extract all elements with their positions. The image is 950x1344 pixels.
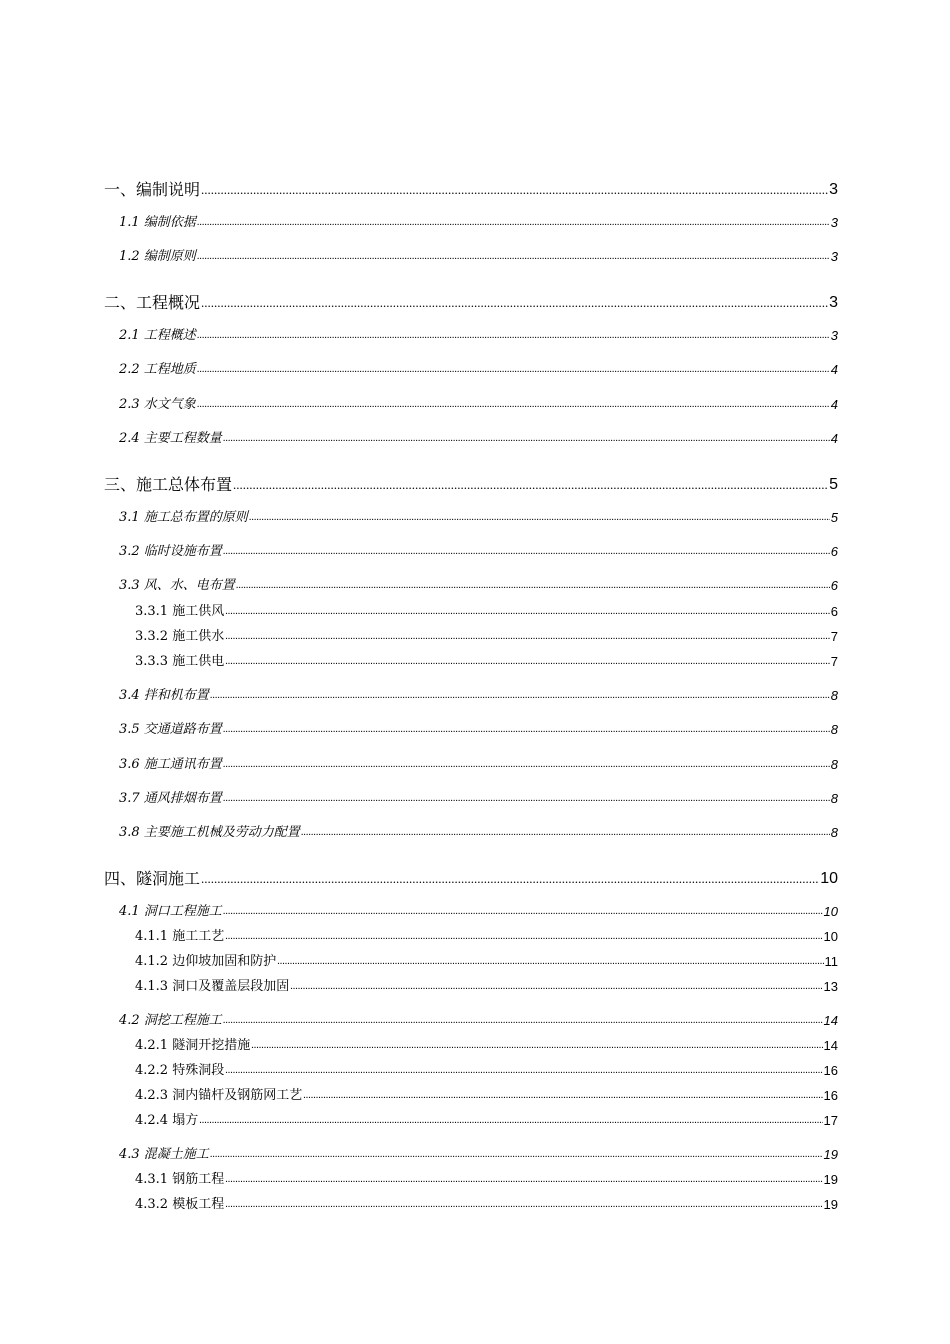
toc-page-number: 7: [830, 629, 838, 644]
toc-dot-leader: [197, 214, 830, 232]
toc-entry-title: 4.3.2 模板工程: [135, 1197, 225, 1212]
toc-entry-level-1[interactable]: [104, 292, 838, 314]
toc-dot-leader: [236, 577, 830, 595]
toc-entry-title: 4.2.2 特殊洞段: [135, 1063, 225, 1078]
toc-dot-leader: [225, 928, 822, 946]
toc-page-number: 4: [830, 397, 838, 412]
toc-page-number: 17: [823, 1113, 838, 1128]
toc-dot-leader: [233, 474, 828, 496]
toc-entry-title: 二、工程概况: [104, 293, 201, 312]
toc-page-number: 14: [823, 1013, 838, 1028]
toc-entry-level-2[interactable]: [119, 824, 838, 842]
toc-dot-leader: [223, 430, 830, 448]
toc-dot-leader: [201, 179, 828, 201]
toc-entry-title: 1.1 编制依据: [119, 215, 196, 230]
toc-entry-title: 3.8 主要施工机械及劳动力配置: [119, 825, 300, 840]
toc-entry-level-3[interactable]: [135, 628, 838, 646]
toc-entry-title: 3.3 风、水、电布置: [119, 578, 235, 593]
toc-entry-title: 4.2.4 塌方: [135, 1113, 199, 1128]
toc-entry-level-2[interactable]: [119, 543, 838, 561]
toc-dot-leader: [251, 1037, 822, 1055]
toc-entry-title: 3.3.1 施工供风: [135, 604, 225, 619]
toc-entry-title: 4.1 洞口工程施工: [119, 904, 222, 919]
toc-page-number: 6: [830, 604, 838, 619]
toc-page-number: 6: [830, 544, 838, 559]
toc-dot-leader: [303, 1087, 822, 1105]
toc-page-number: 10: [820, 870, 838, 887]
toc-entry-title: 3.1 施工总布置的原则: [119, 510, 248, 525]
toc-dot-leader: [290, 978, 822, 996]
toc-page-number: 7: [830, 654, 838, 669]
toc-entry-title: 4.3.1 钢筋工程: [135, 1172, 225, 1187]
toc-entry-title: 4.3 混凝土施工: [119, 1147, 209, 1162]
toc-page-number: 8: [830, 688, 838, 703]
toc-entry-title: 4.2.3 洞内锚杆及钢筋网工艺: [135, 1088, 303, 1103]
toc-dot-leader: [225, 628, 830, 646]
toc-dot-leader: [223, 756, 830, 774]
toc-entry-title: 3.6 施工通讯布置: [119, 757, 222, 772]
toc-dot-leader: [225, 1171, 822, 1189]
toc-dot-leader: [225, 653, 830, 671]
toc-entry-title: 2.4 主要工程数量: [119, 431, 222, 446]
toc-entry-level-2[interactable]: [119, 577, 838, 595]
toc-dot-leader: [223, 903, 823, 921]
toc-dot-leader: [223, 1012, 823, 1030]
toc-page-number: 8: [830, 757, 838, 772]
toc-page-number: 3: [830, 249, 838, 264]
toc-entry-title: 2.1 工程概述: [119, 328, 196, 343]
toc-entry-level-3[interactable]: [135, 653, 838, 671]
toc-page-number: 3: [829, 294, 838, 311]
toc-entry-level-3[interactable]: [135, 1087, 838, 1105]
toc-entry-title: 一、编制说明: [104, 180, 201, 199]
toc-entry-title: 2.2 工程地质: [119, 362, 196, 377]
toc-entry-title: 4.1.3 洞口及覆盖层段加固: [135, 979, 290, 994]
toc-entry-level-3[interactable]: [135, 1171, 838, 1189]
toc-entry-title: 3.7 通风排烟布置: [119, 791, 222, 806]
toc-entry-level-2[interactable]: [119, 790, 838, 808]
toc-page-number: 11: [824, 954, 838, 969]
toc-entry-title: 1.2 编制原则: [119, 249, 196, 264]
toc-page-number: 19: [823, 1147, 838, 1162]
toc-entry-level-2[interactable]: [119, 721, 838, 739]
toc-dot-leader: [201, 292, 828, 314]
toc-page-number: 4: [830, 362, 838, 377]
toc-dot-leader: [210, 1146, 823, 1164]
toc-entry-level-2[interactable]: [119, 430, 838, 448]
toc-entry-level-2[interactable]: [119, 1146, 838, 1164]
toc-entry-title: 4.1.1 施工工艺: [135, 929, 225, 944]
toc-entry-title: 4.1.2 边仰坡加固和防护: [135, 954, 277, 969]
toc-page-number: 8: [830, 791, 838, 806]
toc-entry-title: 3.5 交通道路布置: [119, 722, 222, 737]
toc-entry-level-2[interactable]: [119, 214, 838, 232]
toc-page-number: 3: [830, 328, 838, 343]
toc-entry-level-3[interactable]: [135, 978, 838, 996]
toc-page-number: 4: [830, 431, 838, 446]
toc-page-number: 10: [823, 904, 838, 919]
toc-page-number: 19: [823, 1197, 838, 1212]
toc-entry-title: 3.2 临时设施布置: [119, 544, 222, 559]
toc-entry-level-3[interactable]: [135, 603, 838, 621]
toc-page-number: 14: [823, 1038, 838, 1053]
toc-entry-title: 四、隧洞施工: [104, 869, 201, 888]
toc-page-number: 16: [823, 1063, 838, 1078]
toc-entry-title: 三、施工总体布置: [104, 475, 233, 494]
toc-dot-leader: [249, 509, 830, 527]
toc-entry-level-2[interactable]: [119, 687, 838, 705]
toc-entry-level-1[interactable]: [104, 868, 838, 890]
toc-page-number: 6: [830, 578, 838, 593]
toc-entry-level-3[interactable]: [135, 928, 838, 946]
toc-dot-leader: [197, 248, 830, 266]
toc-entry-title: 4.2 洞挖工程施工: [119, 1013, 222, 1028]
toc-page-number: 5: [829, 476, 838, 493]
toc-page-number: 5: [830, 510, 838, 525]
toc-page-number: 8: [830, 722, 838, 737]
toc-dot-leader: [199, 1112, 822, 1130]
toc-page-number: 3: [829, 181, 838, 198]
toc-entry-level-3[interactable]: [135, 1062, 838, 1080]
toc-entry-level-1[interactable]: [104, 474, 838, 496]
toc-entry-title: 2.3 水文气象: [119, 397, 196, 412]
toc-entry-level-3[interactable]: [135, 1196, 838, 1214]
toc-entry-level-2[interactable]: [119, 509, 838, 527]
toc-entry-level-2[interactable]: [119, 756, 838, 774]
toc-entry-level-2[interactable]: [119, 327, 838, 345]
toc-entry-title: 4.2.1 隧洞开挖措施: [135, 1038, 251, 1053]
toc-entry-level-2[interactable]: [119, 248, 838, 266]
toc-entry-level-3[interactable]: [135, 1112, 838, 1130]
toc-entry-level-3[interactable]: [135, 953, 838, 971]
toc-entry-level-2[interactable]: [119, 361, 838, 379]
toc-dot-leader: [197, 327, 830, 345]
toc-entry-level-2[interactable]: [119, 903, 838, 921]
toc-dot-leader: [225, 1196, 822, 1214]
toc-entry-level-1[interactable]: [104, 179, 838, 201]
toc-dot-leader: [223, 543, 830, 561]
toc-entry-level-3[interactable]: [135, 1037, 838, 1055]
toc-page-number: 19: [823, 1172, 838, 1187]
toc-dot-leader: [225, 603, 830, 621]
toc-entry-level-2[interactable]: [119, 1012, 838, 1030]
toc-page-number: 10: [823, 929, 838, 944]
toc-dot-leader: [225, 1062, 822, 1080]
toc-page-number: 8: [830, 825, 838, 840]
toc-page-number: 13: [823, 979, 838, 994]
toc-dot-leader: [197, 396, 830, 414]
toc-dot-leader: [197, 361, 830, 379]
toc-page-number: 3: [830, 215, 838, 230]
toc-entry-title: 3.4 拌和机布置: [119, 688, 209, 703]
toc-dot-leader: [277, 953, 823, 971]
toc-dot-leader: [301, 824, 830, 842]
toc-entry-title: 3.3.3 施工供电: [135, 654, 225, 669]
toc-dot-leader: [223, 790, 830, 808]
toc-dot-leader: [201, 868, 819, 890]
toc-entry-level-2[interactable]: [119, 396, 838, 414]
toc-entry-title: 3.3.2 施工供水: [135, 629, 225, 644]
toc-page-number: 16: [823, 1088, 838, 1103]
toc-dot-leader: [223, 721, 830, 739]
toc-dot-leader: [210, 687, 830, 705]
